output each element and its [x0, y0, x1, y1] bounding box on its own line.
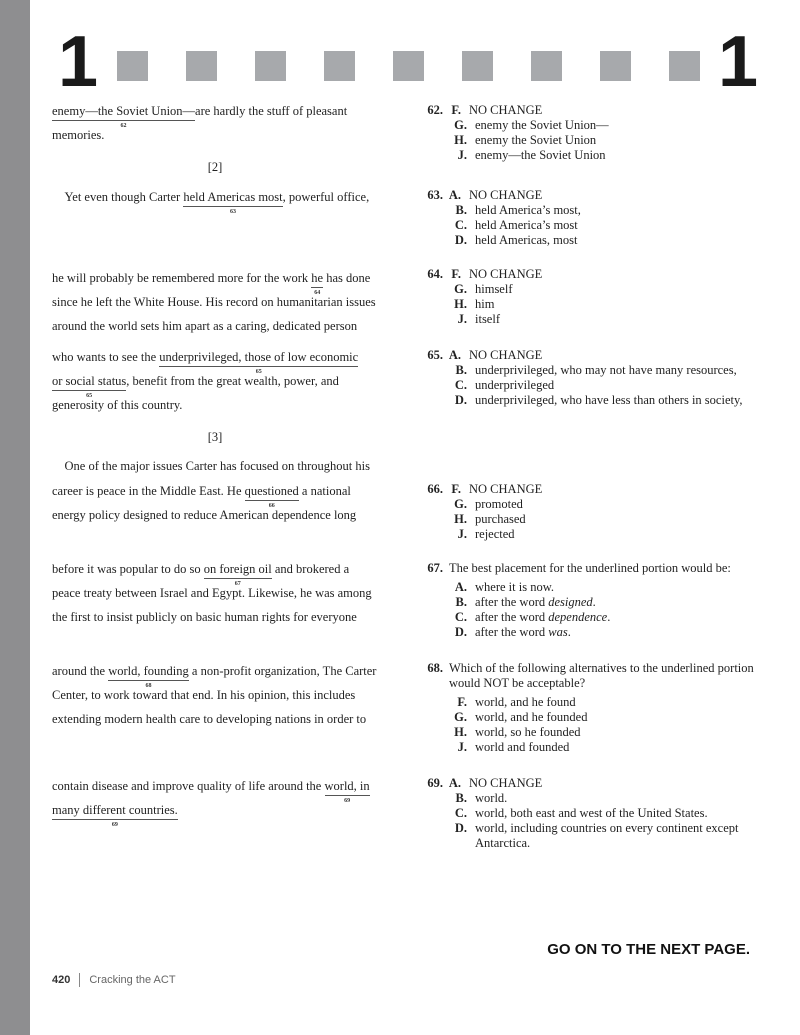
option-text — [475, 580, 760, 595]
option-text-main: NO CHANGE — [469, 267, 543, 281]
option-text — [469, 267, 760, 282]
question-ref-number: 62 — [120, 123, 127, 129]
underlined-portion — [108, 664, 189, 689]
option-text-main: world, including countries on every continent except Antarctica. — [475, 821, 739, 850]
passage-text: Yet even though Carter — [52, 190, 184, 204]
underlined-text: or social status — [52, 374, 127, 388]
option-text-main: held Americas, most — [475, 233, 578, 247]
option-letter: D. — [454, 393, 467, 407]
indent — [420, 297, 443, 312]
indent — [420, 312, 443, 327]
option-letter: G. — [454, 118, 467, 132]
indent — [420, 233, 443, 248]
passage-line — [52, 128, 104, 142]
passage-line — [52, 484, 351, 509]
book-title: Cracking the ACT — [89, 974, 176, 986]
passage-text: Center, to work toward that end. In his opinion, this includes — [52, 688, 356, 702]
option-text — [475, 393, 760, 408]
option-text-tail: . — [607, 610, 611, 624]
option-text-main: purchased — [475, 512, 526, 526]
option-letter: F. — [451, 267, 461, 281]
option-text-main: enemy the Soviet Union — [475, 133, 597, 147]
question-ref-number: 66 — [268, 503, 275, 509]
option-text-main: where it is now. — [475, 580, 555, 594]
passage-text: contain disease and improve quality of life around the — [52, 779, 325, 793]
option-text — [475, 203, 760, 218]
answer-option[interactable] — [420, 482, 760, 497]
option-letter: H. — [454, 512, 467, 526]
answer-option[interactable] — [420, 610, 760, 625]
option-text — [475, 710, 760, 725]
divider-square — [669, 51, 700, 81]
answer-option[interactable] — [420, 776, 760, 791]
indent — [420, 148, 443, 163]
underlined-portion — [52, 104, 196, 129]
question-header — [420, 661, 760, 691]
question-ref-number: 67 — [234, 581, 241, 587]
option-letter: F. — [457, 695, 467, 709]
passage-line — [52, 319, 357, 333]
page-edge-sidebar — [0, 0, 30, 1035]
option-text — [475, 118, 760, 133]
passage-line — [52, 664, 377, 689]
option-letter: B. — [455, 363, 467, 377]
passage-text: peace treaty between Israel and Egypt. Likewise, he was among — [52, 586, 372, 600]
question-66 — [420, 482, 760, 542]
option-text — [475, 740, 760, 755]
option-text — [475, 297, 760, 312]
option-text — [475, 312, 760, 327]
divider-square — [531, 51, 562, 81]
option-letter: B. — [455, 791, 467, 805]
passage-line — [52, 190, 370, 215]
underlined-portion — [203, 562, 272, 587]
answer-option[interactable] — [420, 740, 760, 755]
option-text-main: enemy the Soviet Union— — [475, 118, 609, 132]
answer-option[interactable] — [420, 103, 760, 118]
answer-option[interactable] — [420, 188, 760, 203]
passage-line — [52, 374, 339, 399]
option-text-main: after the word — [475, 625, 549, 639]
option-text — [475, 527, 760, 542]
option-text-main: NO CHANGE — [469, 103, 543, 117]
answer-option[interactable] — [420, 695, 760, 710]
option-text — [475, 806, 760, 821]
option-text — [475, 791, 760, 806]
underlined-text: underprivileged, those of low economic — [159, 350, 359, 364]
indent — [420, 378, 443, 393]
indent — [420, 203, 443, 218]
underlined-text: enemy—the Soviet Union— — [52, 104, 196, 118]
option-text — [475, 363, 760, 378]
option-text-main: promoted — [475, 497, 523, 511]
option-text — [469, 776, 760, 791]
option-letter: J. — [457, 527, 467, 541]
answer-option[interactable] — [420, 821, 760, 851]
option-letter: B. — [455, 203, 467, 217]
question-ref-number: 64 — [314, 290, 321, 296]
answer-option[interactable] — [420, 133, 760, 148]
question-67 — [420, 561, 760, 640]
divider-square — [186, 51, 217, 81]
answer-option[interactable] — [420, 527, 760, 542]
passage-text: energy policy designed to reduce American dependence long — [52, 508, 357, 522]
question-ref-number: 69 — [344, 798, 351, 804]
option-text-main: world, and he founded — [475, 710, 588, 724]
passage-text: a non-profit organization, The Carter — [188, 664, 377, 678]
answer-option[interactable] — [420, 203, 760, 218]
answer-option[interactable] — [420, 267, 760, 282]
question-ref-number: 63 — [230, 209, 236, 215]
indent — [420, 527, 443, 542]
option-text — [475, 148, 760, 163]
option-letter: C. — [454, 218, 467, 232]
go-on-notice: GO ON TO THE NEXT PAGE. — [547, 941, 750, 958]
passage-text: he will probably be remembered more for the work — [52, 271, 312, 285]
option-letter: A. — [448, 348, 461, 362]
option-letter: A. — [448, 776, 461, 790]
underlined-portion — [183, 190, 283, 215]
answer-option[interactable] — [420, 363, 760, 378]
option-letter: G. — [454, 497, 467, 511]
passage-text: [2] — [207, 160, 223, 174]
option-text-main: himself — [475, 282, 513, 296]
option-text-main: world, both east and west of the United States. — [475, 806, 708, 820]
indent — [420, 821, 443, 851]
divider-square — [324, 51, 355, 81]
underlined-portion — [159, 350, 359, 375]
option-text — [475, 497, 760, 512]
option-letter: H. — [454, 725, 467, 739]
answer-option[interactable] — [420, 512, 760, 527]
passage-line — [52, 398, 182, 412]
indent — [420, 512, 443, 527]
underlined-text: world, in — [324, 779, 370, 793]
indent — [420, 497, 443, 512]
option-text-main: underprivileged — [475, 378, 555, 392]
option-letter: D. — [454, 625, 467, 639]
indent — [420, 393, 443, 408]
question-number: 69. — [427, 776, 443, 790]
question-ref-number: 68 — [145, 683, 152, 689]
option-text-main: underprivileged, who may not have many resources, — [475, 363, 737, 377]
option-text — [469, 188, 760, 203]
option-text-main: world, so he founded — [475, 725, 581, 739]
option-letter: F. — [451, 103, 461, 117]
passage-text: memories. — [52, 128, 105, 142]
underlined-portion — [52, 803, 178, 828]
question-64 — [420, 267, 760, 327]
divider-square — [462, 51, 493, 81]
option-text — [475, 133, 760, 148]
passage-text: , benefit from the great wealth, power, and — [126, 374, 339, 388]
question-number: 63. — [427, 188, 443, 202]
option-text-main: after the word — [475, 610, 549, 624]
option-text-main: NO CHANGE — [469, 348, 543, 362]
option-text-main: world, and he found — [475, 695, 576, 709]
answer-option[interactable] — [420, 497, 760, 512]
option-letter: G. — [454, 710, 467, 724]
option-letter: C. — [454, 610, 467, 624]
option-text-main: after the word — [475, 595, 549, 609]
answer-option[interactable] — [420, 378, 760, 393]
answer-option[interactable] — [420, 595, 760, 610]
underlined-text: held Americas most — [183, 190, 283, 204]
option-letter: D. — [454, 821, 467, 835]
passage-line — [52, 271, 371, 296]
question-number: 62. — [427, 103, 443, 117]
answer-option[interactable] — [420, 806, 760, 821]
indent — [420, 595, 443, 610]
indent — [420, 740, 443, 755]
indent — [420, 133, 443, 148]
passage-text: before it was popular to do so — [52, 562, 204, 576]
indent — [420, 791, 443, 806]
answer-option[interactable] — [420, 710, 760, 725]
answer-option[interactable] — [420, 580, 760, 595]
question-ref-number: 65 — [86, 393, 93, 399]
option-letter: C. — [454, 806, 467, 820]
underlined-text: he — [311, 271, 324, 285]
option-text — [475, 282, 760, 297]
underlined-text: questioned — [244, 484, 299, 498]
paragraph-number — [0, 160, 430, 174]
option-text-main: NO CHANGE — [469, 776, 543, 790]
answer-option[interactable] — [420, 148, 760, 163]
passage-line — [52, 350, 359, 375]
option-letter: J. — [457, 740, 467, 754]
option-text-main: world and founded — [475, 740, 570, 754]
passage-text: generosity of this country. — [52, 398, 183, 412]
divider-square — [393, 51, 424, 81]
option-letter: A. — [454, 580, 467, 594]
question-65 — [420, 348, 760, 408]
passage-text: since he left the White House. His record on humanitarian issues — [52, 295, 376, 309]
question-stem: The best placement for the underlined portion would be: — [449, 561, 731, 575]
underlined-portion — [324, 779, 370, 804]
option-letter: C. — [454, 378, 467, 392]
option-text-main: held America’s most, — [475, 203, 581, 217]
question-stem: Which of the following alternatives to the underlined portion would NOT be acceptable? — [449, 661, 754, 690]
answer-option[interactable] — [420, 393, 760, 408]
option-letter: A. — [448, 188, 461, 202]
question-number: 64. — [427, 267, 443, 281]
option-letter: H. — [454, 133, 467, 147]
indent — [420, 218, 443, 233]
answer-option[interactable] — [420, 312, 760, 327]
section-number-left: 1 — [58, 22, 97, 102]
answer-option[interactable] — [420, 233, 760, 248]
passage-text: , powerful office, — [282, 190, 370, 204]
indent — [420, 363, 443, 378]
underlined-text: world, founding — [108, 664, 189, 678]
option-letter: G. — [454, 282, 467, 296]
option-letter: D. — [454, 233, 467, 247]
underlined-text: on foreign oil — [203, 562, 272, 576]
option-text-italic: designed — [548, 595, 593, 609]
question-number: 65. — [427, 348, 443, 362]
passage-line — [52, 586, 372, 600]
indent — [420, 118, 443, 133]
answer-option[interactable] — [420, 791, 760, 806]
question-header — [420, 561, 760, 576]
option-text-main: underprivileged, who have less than others in society, — [475, 393, 743, 407]
option-text — [475, 595, 760, 610]
option-text-italic: dependence — [548, 610, 608, 624]
indent — [420, 710, 443, 725]
option-text — [475, 625, 760, 640]
question-68 — [420, 661, 760, 755]
passage-line — [52, 295, 376, 309]
option-text — [475, 218, 760, 233]
option-text-main: held America’s most — [475, 218, 578, 232]
answer-option[interactable] — [420, 282, 760, 297]
question-ref-number: 69 — [111, 822, 118, 828]
passage-line — [52, 712, 366, 726]
passage-line — [52, 803, 178, 828]
answer-option[interactable] — [420, 118, 760, 133]
option-text — [469, 482, 760, 497]
indent — [420, 725, 443, 740]
option-text-tail: . — [567, 625, 571, 639]
passage-text: are hardly the stuff of pleasant — [195, 104, 348, 118]
option-text-main: itself — [475, 312, 500, 326]
answer-option[interactable] — [420, 348, 760, 363]
option-text-italic: was — [548, 625, 568, 639]
answer-option[interactable] — [420, 297, 760, 312]
option-text — [475, 695, 760, 710]
passage-line — [52, 508, 356, 522]
divider-square — [600, 51, 631, 81]
option-letter: H. — [454, 297, 467, 311]
indent — [420, 625, 443, 640]
passage-line — [52, 610, 357, 624]
passage-line — [52, 459, 370, 473]
option-text-tail: . — [592, 595, 596, 609]
option-text-main: him — [475, 297, 495, 311]
option-text — [475, 512, 760, 527]
passage-line — [52, 562, 350, 587]
passage-line — [52, 104, 348, 129]
paragraph-number — [0, 430, 430, 444]
passage-text: a national — [298, 484, 351, 498]
indent — [420, 580, 443, 595]
answer-option[interactable] — [420, 725, 760, 740]
question-number: 66. — [427, 482, 443, 496]
question-number: 68. — [427, 661, 443, 675]
option-letter: F. — [451, 482, 461, 496]
question-63 — [420, 188, 760, 248]
option-text-main: world. — [475, 791, 508, 805]
option-text — [475, 233, 760, 248]
passage-line — [52, 779, 370, 804]
question-ref-number: 65 — [255, 369, 262, 375]
passage-text: and brokered a — [271, 562, 350, 576]
passage-text: the first to insist publicly on basic human rights for everyone — [52, 610, 357, 624]
divider-square — [117, 51, 148, 81]
option-text — [475, 378, 760, 393]
option-letter: J. — [457, 312, 467, 326]
option-text-main: NO CHANGE — [469, 482, 543, 496]
option-text — [475, 610, 760, 625]
option-letter: B. — [455, 595, 467, 609]
question-number: 67. — [427, 561, 443, 575]
passage-text: around the world sets him apart as a caring, dedicated person — [52, 319, 358, 333]
indent — [420, 282, 443, 297]
underlined-portion — [311, 271, 324, 296]
option-text-main: enemy—the Soviet Union — [475, 148, 606, 162]
passage-text: has done — [323, 271, 371, 285]
passage-text: career is peace in the Middle East. He — [52, 484, 245, 498]
option-text — [469, 103, 760, 118]
option-letter: J. — [457, 148, 467, 162]
option-text-main: rejected — [475, 527, 515, 541]
page-number: 420 — [52, 974, 71, 986]
option-text-main: NO CHANGE — [469, 188, 543, 202]
divider-square — [255, 51, 286, 81]
question-69 — [420, 776, 760, 851]
passage-text: [3] — [207, 430, 223, 444]
passage-text: around the — [52, 664, 109, 678]
indent — [420, 806, 443, 821]
passage-text: extending modern health care to developing nations in order to — [52, 712, 367, 726]
option-text — [475, 725, 760, 740]
answer-option[interactable] — [420, 218, 760, 233]
option-text — [475, 821, 760, 851]
underlined-text: many different countries. — [52, 803, 178, 817]
passage-text: One of the major issues Carter has focused on throughout his — [52, 459, 370, 473]
underlined-portion — [244, 484, 299, 509]
passage-line — [52, 688, 355, 702]
footer-divider — [79, 973, 80, 987]
indent — [420, 610, 443, 625]
passage-text: who wants to see the — [52, 350, 160, 364]
question-62 — [420, 103, 760, 163]
page-footer — [52, 973, 176, 987]
answer-option[interactable] — [420, 625, 760, 640]
section-number-right: 1 — [718, 22, 757, 102]
underlined-portion — [52, 374, 127, 399]
option-text — [469, 348, 760, 363]
indent — [420, 695, 443, 710]
